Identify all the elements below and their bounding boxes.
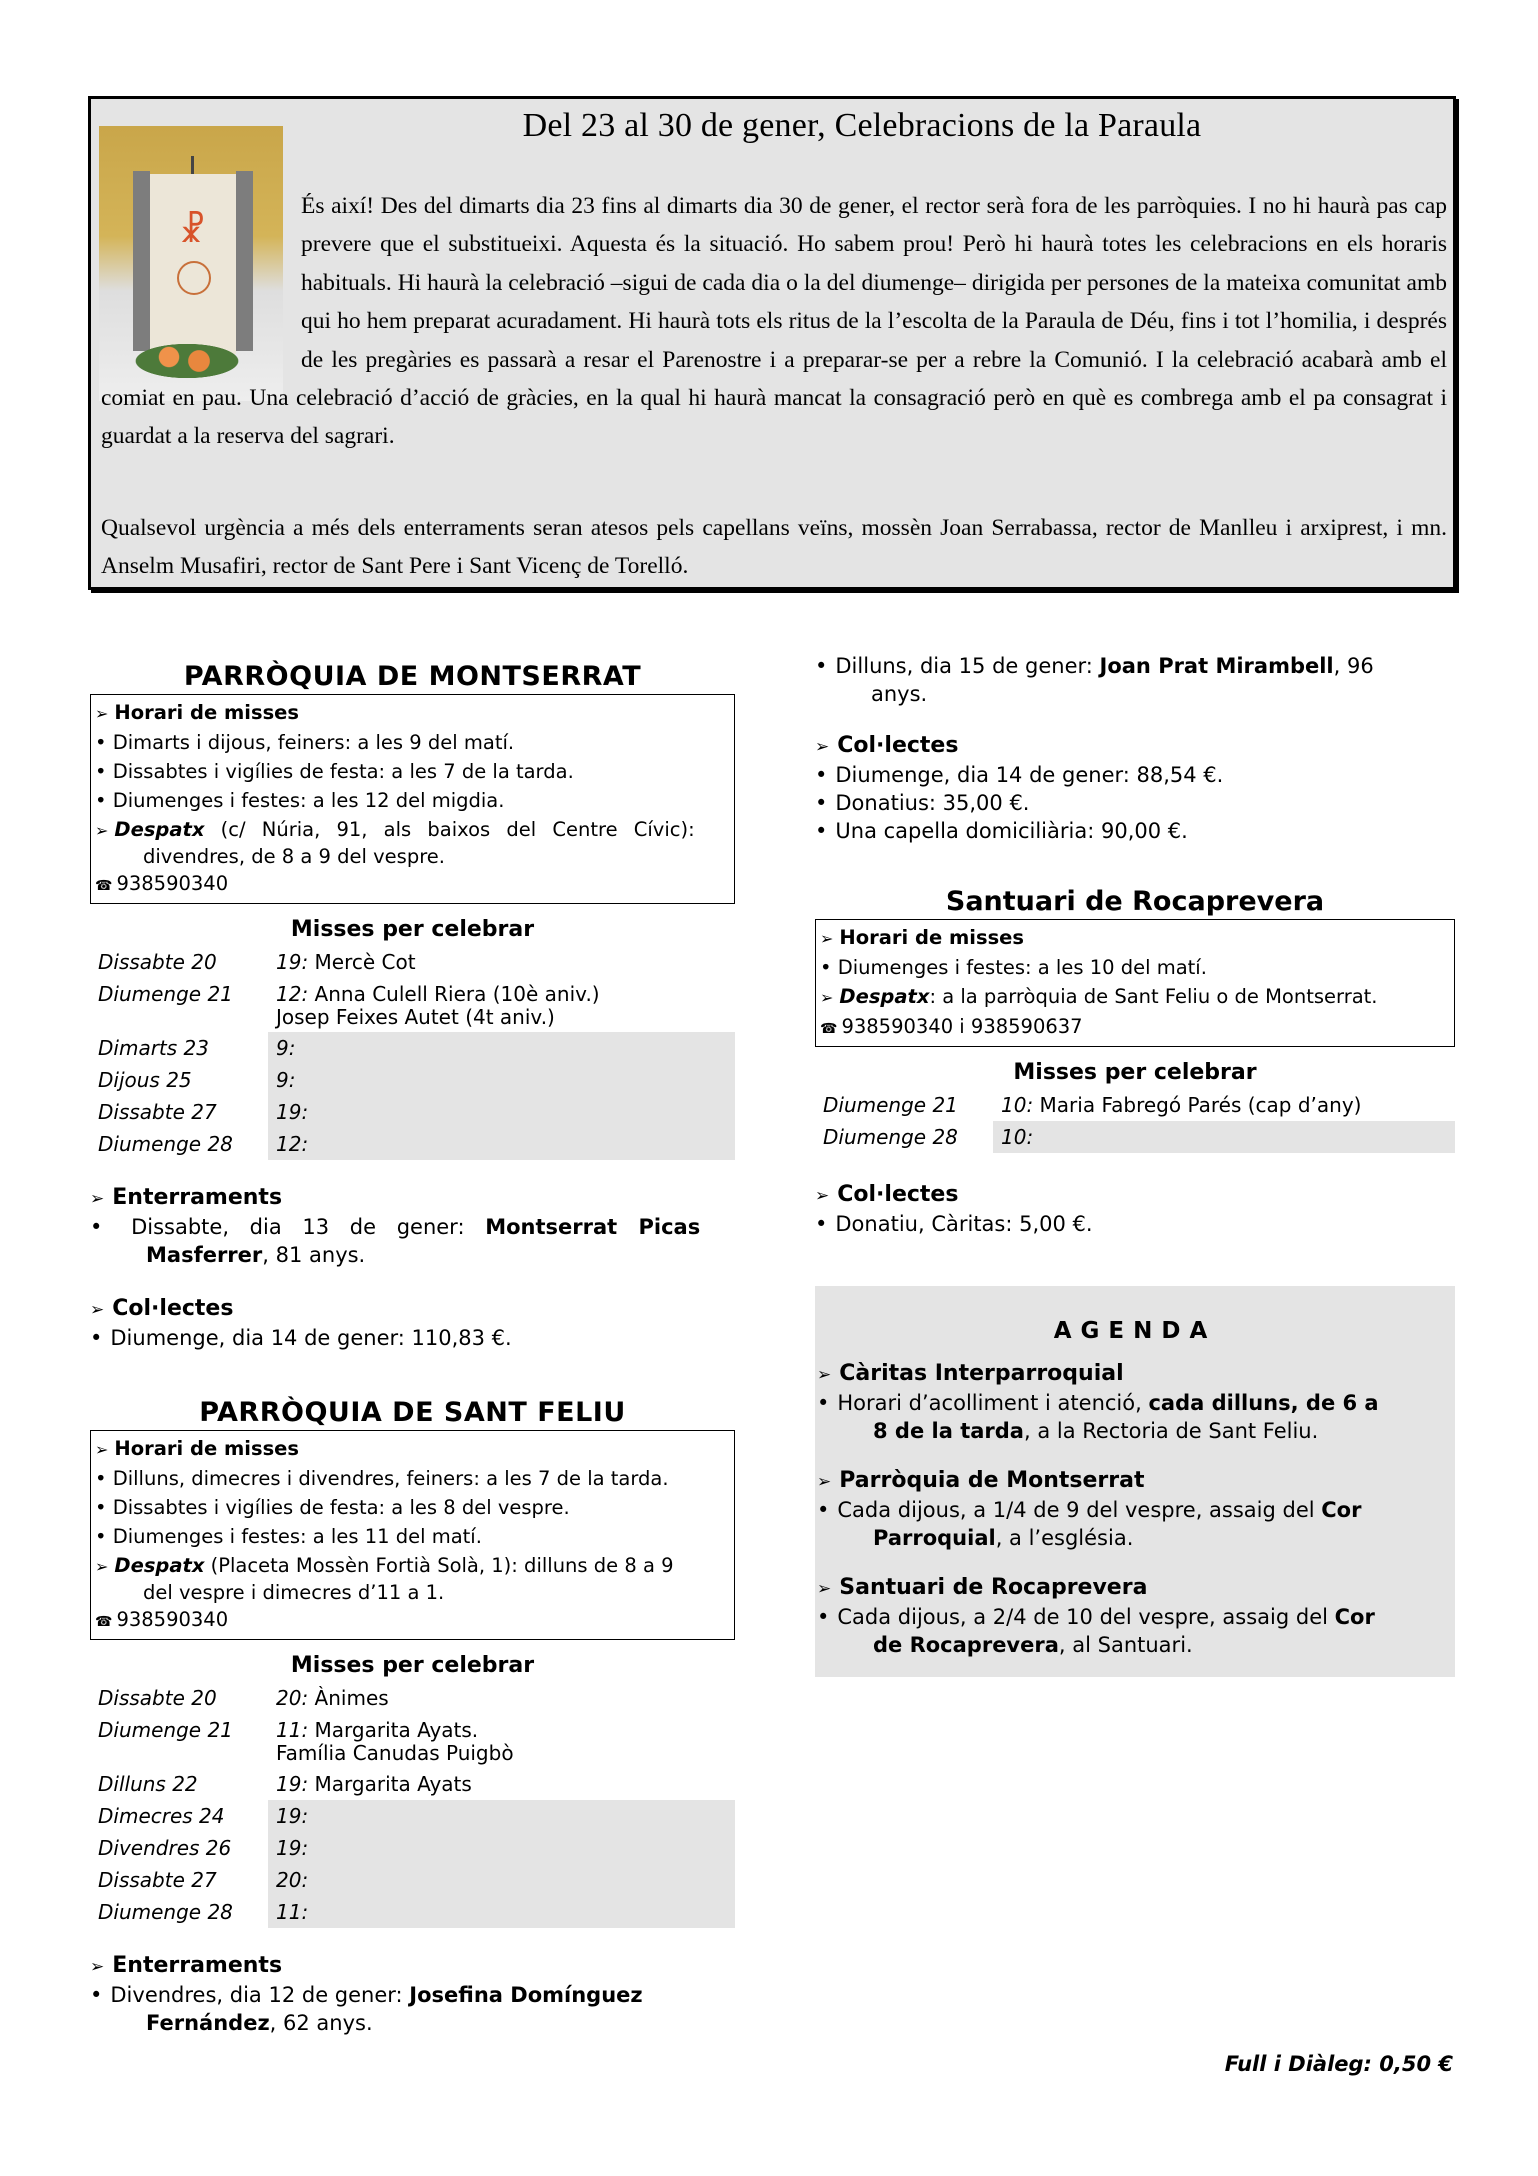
- collections-head: [90, 1295, 735, 1324]
- mass-row: [90, 1096, 735, 1128]
- burial-name-cont: Masferrer: [146, 1243, 263, 1267]
- mass-day: Dilluns 22: [98, 1772, 198, 1796]
- arrow-icon: ➢: [95, 1557, 109, 1576]
- agenda-bold: Cor: [1321, 1498, 1362, 1522]
- burial-name: Joan Prat Mirambell: [1099, 654, 1334, 678]
- phone-icon: ☎: [95, 878, 113, 894]
- schedule-item: • Diumenges i festes: a les 10 del matí.: [820, 953, 1451, 982]
- mass-row: [90, 1032, 735, 1064]
- mass-intention: Ànimes: [308, 1686, 389, 1710]
- office-address: : a la parròquia de Sant Feliu o de Montserrat.: [929, 985, 1378, 1008]
- mass-day: Diumenge 28: [98, 1900, 233, 1924]
- mass-row: [90, 978, 735, 1032]
- mass-day: Dissabte 27: [98, 1100, 217, 1124]
- mass-hour: 19:: [276, 1100, 309, 1124]
- mass-day: Dimecres 24: [98, 1804, 225, 1828]
- schedule-head-label: Horari de misses: [114, 701, 300, 724]
- mass-intention: Maria Fabregó Parés (cap d’any): [1033, 1093, 1362, 1117]
- mass-entry: [993, 1121, 1455, 1153]
- schedule-box-santfeliu: [90, 1430, 735, 1640]
- collection-item: [815, 817, 1455, 845]
- mass-row: [90, 1682, 735, 1714]
- mass-hour: 11:: [276, 1718, 309, 1742]
- bullet-icon: •: [90, 1983, 103, 2007]
- arrow-icon: ➢: [817, 1579, 832, 1599]
- mass-hour: 9:: [276, 1036, 296, 1060]
- bullet-icon: •: [815, 763, 828, 787]
- collection-text: Una capella domiciliària: 90,00 €.: [835, 819, 1188, 843]
- burials-head-label: Enterraments: [112, 1953, 283, 1978]
- arrow-icon: ➢: [90, 1189, 105, 1209]
- collection-item: [90, 1324, 735, 1352]
- schedule-item: • Dissabtes i vigílies de festa: a les 8 del vespre.: [95, 1493, 731, 1522]
- bullet-icon: •: [815, 654, 828, 678]
- schedule-head: [95, 698, 731, 728]
- arrow-icon: ➢: [815, 737, 830, 757]
- arrow-icon: ➢: [817, 1472, 832, 1492]
- schedule-item: • Dimarts i dijous, feiners: a les 9 del matí.: [95, 728, 731, 757]
- mass-hour: 19:: [276, 1804, 309, 1828]
- schedule-head: [95, 1434, 731, 1464]
- agenda-text-end: , a l’església.: [995, 1526, 1134, 1550]
- mass-row: [90, 946, 735, 978]
- office-label: Despatx: [114, 1554, 205, 1577]
- arrow-icon: ➢: [815, 1186, 830, 1206]
- mass-hour: 9:: [276, 1068, 296, 1092]
- mass-row: [90, 1128, 735, 1160]
- burial-age: , 81 anys.: [262, 1243, 366, 1267]
- office-hours: [95, 815, 731, 869]
- mass-hour: 20:: [276, 1868, 309, 1892]
- mass-row: [90, 1064, 735, 1096]
- burial-date: Divendres, dia 12 de gener:: [110, 1983, 410, 2007]
- agenda-bold-cont: de Rocaprevera: [873, 1633, 1059, 1657]
- mass-day: Dijous 25: [98, 1068, 192, 1092]
- mass-entry: [268, 1128, 735, 1160]
- agenda-item: [815, 1603, 1455, 1659]
- schedule-item: • Diumenges i festes: a les 11 del matí.: [95, 1522, 731, 1551]
- burials-head-label: Enterraments: [112, 1185, 283, 1210]
- mass-day: Dissabte 27: [98, 1868, 217, 1892]
- agenda-text: Cada dijous, a 2/4 de 10 del vespre, assaig del: [837, 1605, 1335, 1629]
- burial-item: [90, 1213, 735, 1269]
- masses-title: Misses per celebrar: [1013, 1060, 1257, 1085]
- feature-title: Del 23 al 30 de gener, Celebracions de la Paraula: [522, 107, 1202, 144]
- arrow-icon: ➢: [95, 821, 109, 840]
- collection-item: [815, 789, 1455, 817]
- price-label: Full i Diàleg: 0,50 €: [1224, 2052, 1453, 2076]
- mass-entry: [268, 1096, 735, 1128]
- mass-day: Diumenge 28: [823, 1125, 958, 1149]
- arrow-icon: ➢: [95, 704, 109, 723]
- mass-day: Divendres 26: [98, 1836, 232, 1860]
- agenda-title: AGENDA: [1053, 1318, 1217, 1344]
- mass-intention: Anna Culell Riera (10è aniv.): [308, 982, 600, 1006]
- office-label: Despatx: [839, 985, 930, 1008]
- schedule-box-montserrat: [90, 694, 735, 904]
- mass-entry: [993, 1089, 1455, 1121]
- feature-paragraph-1-text: És així! Des del dimarts dia 23 fins al dimarts dia 30 de gener, el rector serà fora de les parròquies. I no hi haurà pas cap prevere que el substitueixi. Aquesta és la situació. Ho sabem prou! Però hi haurà totes les celebracions en els horaris habituals. Hi haurà la celebració –sigui de cada dia o la del diumenge– dirigida per persones de la mateixa comunitat amb qui ho hem preparat acuradament. Hi haurà tots els ritus de la l’escolta de la Paraula de Déu, fins i tot l’homilia, i després de les pregàries es passarà a resar el Parenostre i a preparar-se per a rebre la Comunió. I la celebració acabarà amb el comiat en pau. Una celebració d’acció de gràcies, en la qual hi haurà mancat la consagració però en què es combrega amb el pa consagrat i guardat a la reserva del sagrari.: [101, 193, 1447, 450]
- mass-entry: [268, 1768, 735, 1800]
- burial-date: Dissabte, dia 13 de gener:: [131, 1215, 486, 1239]
- agenda-item-head: [815, 1360, 1455, 1389]
- office-address: (Placeta Mossèn Fortià Solà, 1): dilluns de 8 a 9: [204, 1554, 674, 1577]
- mass-hour: 10:: [1001, 1125, 1034, 1149]
- right-column: [815, 652, 1455, 1677]
- feature-paragraph-2: Qualsevol urgència a més dels enterraments seran atesos pels capellans veïns, mossèn Joan Serrabassa, rector de Manlleu i arxiprest, i mn. Anselm Musafiri, rector de Sant Pere i Sant Vicenç de Torelló.: [101, 515, 1447, 580]
- mass-intention-2: Josep Feixes Autet (4t aniv.): [276, 1005, 555, 1029]
- burials-head: [90, 1952, 735, 1981]
- agenda-item: [815, 1389, 1455, 1445]
- mass-day: Dissabte 20: [98, 1686, 217, 1710]
- mass-hour: 20:: [276, 1686, 309, 1710]
- agenda-box: [815, 1286, 1455, 1677]
- agenda-item-head-label: Càritas Interparroquial: [839, 1361, 1124, 1386]
- agenda-item-head-label: Parròquia de Montserrat: [839, 1468, 1145, 1493]
- bullet-icon: •: [817, 1498, 830, 1522]
- mass-entry: [268, 1864, 735, 1896]
- bullet-icon: •: [815, 1212, 828, 1236]
- schedule-item: • Dilluns, dimecres i divendres, feiners: a les 7 de la tarda.: [95, 1464, 731, 1493]
- masses-table-rocaprevera: [815, 1089, 1455, 1153]
- office-address: (c/ Núria, 91, als baixos del Centre Cívic):: [204, 818, 695, 841]
- schedule-head: [820, 923, 1451, 953]
- parish-title-montserrat: PARRÒQUIA DE MONTSERRAT: [183, 661, 642, 692]
- collection-text: Donatius: 35,00 €.: [835, 791, 1030, 815]
- mass-row: [815, 1089, 1455, 1121]
- agenda-text: Cada dijous, a 1/4 de 9 del vespre, assaig del: [837, 1498, 1322, 1522]
- mass-entry: [268, 1682, 735, 1714]
- mass-row: [815, 1121, 1455, 1153]
- burial-name-cont: Fernández: [146, 2011, 270, 2035]
- bullet-icon: •: [817, 1605, 830, 1629]
- collection-text: Donatiu, Càritas: 5,00 €.: [835, 1212, 1093, 1236]
- agenda-text: Horari d’acolliment i atenció,: [837, 1391, 1149, 1415]
- mass-entry: [268, 978, 735, 1032]
- mass-entry: [268, 1896, 735, 1928]
- arrow-icon: ➢: [90, 1957, 105, 1977]
- mass-intention: Margarita Ayats: [308, 1772, 472, 1796]
- schedule-item: • Dissabtes i vigílies de festa: a les 7 de la tarda.: [95, 757, 731, 786]
- collection-item: [815, 761, 1455, 789]
- office-hours-text: divendres, de 8 a 9 del vespre.: [143, 845, 445, 868]
- collection-text: Diumenge, dia 14 de gener: 110,83 €.: [110, 1326, 512, 1350]
- agenda-item-head: [815, 1467, 1455, 1496]
- office-hours: [95, 1551, 731, 1605]
- collections-head-label: Col·lectes: [837, 1182, 959, 1207]
- bullet-icon: •: [90, 1326, 103, 1350]
- agenda-text-end: , a la Rectoria de Sant Feliu.: [1023, 1419, 1319, 1443]
- mass-entry: [268, 1714, 735, 1768]
- agenda-item: [815, 1496, 1455, 1552]
- arrow-icon: ➢: [817, 1365, 832, 1385]
- mass-hour: 19:: [276, 950, 309, 974]
- parish-title-rocaprevera: Santuari de Rocaprevera: [945, 886, 1325, 917]
- collection-item: [815, 1210, 1455, 1238]
- mass-hour: 11:: [276, 1900, 309, 1924]
- mass-row: [90, 1864, 735, 1896]
- burial-age: , 96: [1333, 654, 1374, 678]
- agenda-text-end: , al Santuari.: [1058, 1633, 1193, 1657]
- mass-day: Diumenge 21: [98, 1718, 233, 1742]
- mass-day: Dissabte 20: [98, 950, 217, 974]
- office-hours: [820, 982, 1451, 1012]
- mass-row: [90, 1832, 735, 1864]
- mass-hour: 19:: [276, 1772, 309, 1796]
- agenda-bold: cada dilluns, de 6 a: [1148, 1391, 1379, 1415]
- mass-entry: [268, 1032, 735, 1064]
- collection-text: Diumenge, dia 14 de gener: 88,54 €.: [835, 763, 1224, 787]
- agenda-bold-cont: Parroquial: [873, 1526, 996, 1550]
- masses-table-santfeliu: [90, 1682, 735, 1928]
- mass-hour: 12:: [276, 1132, 309, 1156]
- agenda-item-head-label: Santuari de Rocaprevera: [839, 1575, 1148, 1600]
- mass-hour: 10:: [1001, 1093, 1034, 1117]
- schedule-box-rocaprevera: [815, 919, 1455, 1047]
- masses-title: Misses per celebrar: [290, 1653, 535, 1678]
- collections-head: [815, 732, 1455, 761]
- agenda-bold-cont: 8 de la tarda: [873, 1419, 1024, 1443]
- burial-date: Dilluns, dia 15 de gener:: [835, 654, 1100, 678]
- bullet-icon: •: [817, 1391, 830, 1415]
- schedule-head-label: Horari de misses: [839, 926, 1025, 949]
- phone-number: 938590340 i 938590637: [841, 1015, 1083, 1038]
- burial-item: [815, 652, 1455, 708]
- parish-title-santfeliu: PARRÒQUIA DE SANT FELIU: [199, 1397, 626, 1428]
- feature-paragraph-1: [101, 187, 1447, 456]
- burial-age: , 62 anys.: [269, 2011, 373, 2035]
- schedule-item: • Diumenges i festes: a les 12 del migdia.: [95, 786, 731, 815]
- burial-name: Josefina Domínguez: [409, 1983, 643, 2007]
- feature-box: [88, 96, 1456, 590]
- burial-age-cont: anys.: [871, 682, 928, 706]
- bullet-icon: •: [815, 791, 828, 815]
- schedule-head-label: Horari de misses: [114, 1437, 300, 1460]
- arrow-icon: ➢: [95, 1440, 109, 1459]
- collections-head-label: Col·lectes: [837, 733, 959, 758]
- mass-hour: 12:: [276, 982, 309, 1006]
- arrow-icon: ➢: [90, 1300, 105, 1320]
- mass-intention: Mercè Cot: [308, 950, 416, 974]
- mass-day: Diumenge 21: [823, 1093, 958, 1117]
- mass-day: Diumenge 21: [98, 982, 233, 1006]
- phone-number: 938590340: [116, 872, 229, 895]
- masses-title: Misses per celebrar: [290, 917, 535, 942]
- agenda-bold: Cor: [1334, 1605, 1375, 1629]
- mass-hour: 19:: [276, 1836, 309, 1860]
- mass-entry: [268, 1800, 735, 1832]
- mass-day: Dimarts 23: [98, 1036, 209, 1060]
- office-label: Despatx: [114, 818, 205, 841]
- agenda-item-head: [815, 1574, 1455, 1603]
- mass-row: [90, 1896, 735, 1928]
- burials-head: [90, 1184, 735, 1213]
- mass-entry: [268, 1064, 735, 1096]
- mass-intention: Margarita Ayats.: [308, 1718, 479, 1742]
- chi-rho-icon: ☧: [179, 211, 206, 251]
- left-column: [90, 660, 735, 2037]
- arrow-icon: ➢: [820, 929, 834, 948]
- mass-row: [90, 1714, 735, 1768]
- phone-line: [95, 869, 731, 901]
- mass-row: [90, 1800, 735, 1832]
- phone-icon: ☎: [95, 1614, 113, 1630]
- microphone-shape: [191, 156, 194, 176]
- collections-head: [815, 1181, 1455, 1210]
- masses-table-montserrat: [90, 946, 735, 1160]
- phone-line: [95, 1605, 731, 1637]
- burial-name: Montserrat Picas: [485, 1215, 701, 1239]
- bullet-icon: •: [90, 1215, 103, 1239]
- mass-day: Diumenge 28: [98, 1132, 233, 1156]
- mass-intention-2: Família Canudas Puigbò: [276, 1741, 514, 1765]
- phone-icon: ☎: [820, 1021, 838, 1037]
- bullet-icon: •: [815, 819, 828, 843]
- collections-head-label: Col·lectes: [112, 1296, 234, 1321]
- mass-entry: [268, 946, 735, 978]
- burial-item: [90, 1981, 735, 2037]
- mass-entry: [268, 1832, 735, 1864]
- arrow-icon: ➢: [820, 988, 834, 1007]
- mass-row: [90, 1768, 735, 1800]
- phone-number: 938590340: [116, 1608, 229, 1631]
- phone-line: [820, 1012, 1451, 1044]
- office-hours-text: del vespre i dimecres d’11 a 1.: [143, 1581, 445, 1604]
